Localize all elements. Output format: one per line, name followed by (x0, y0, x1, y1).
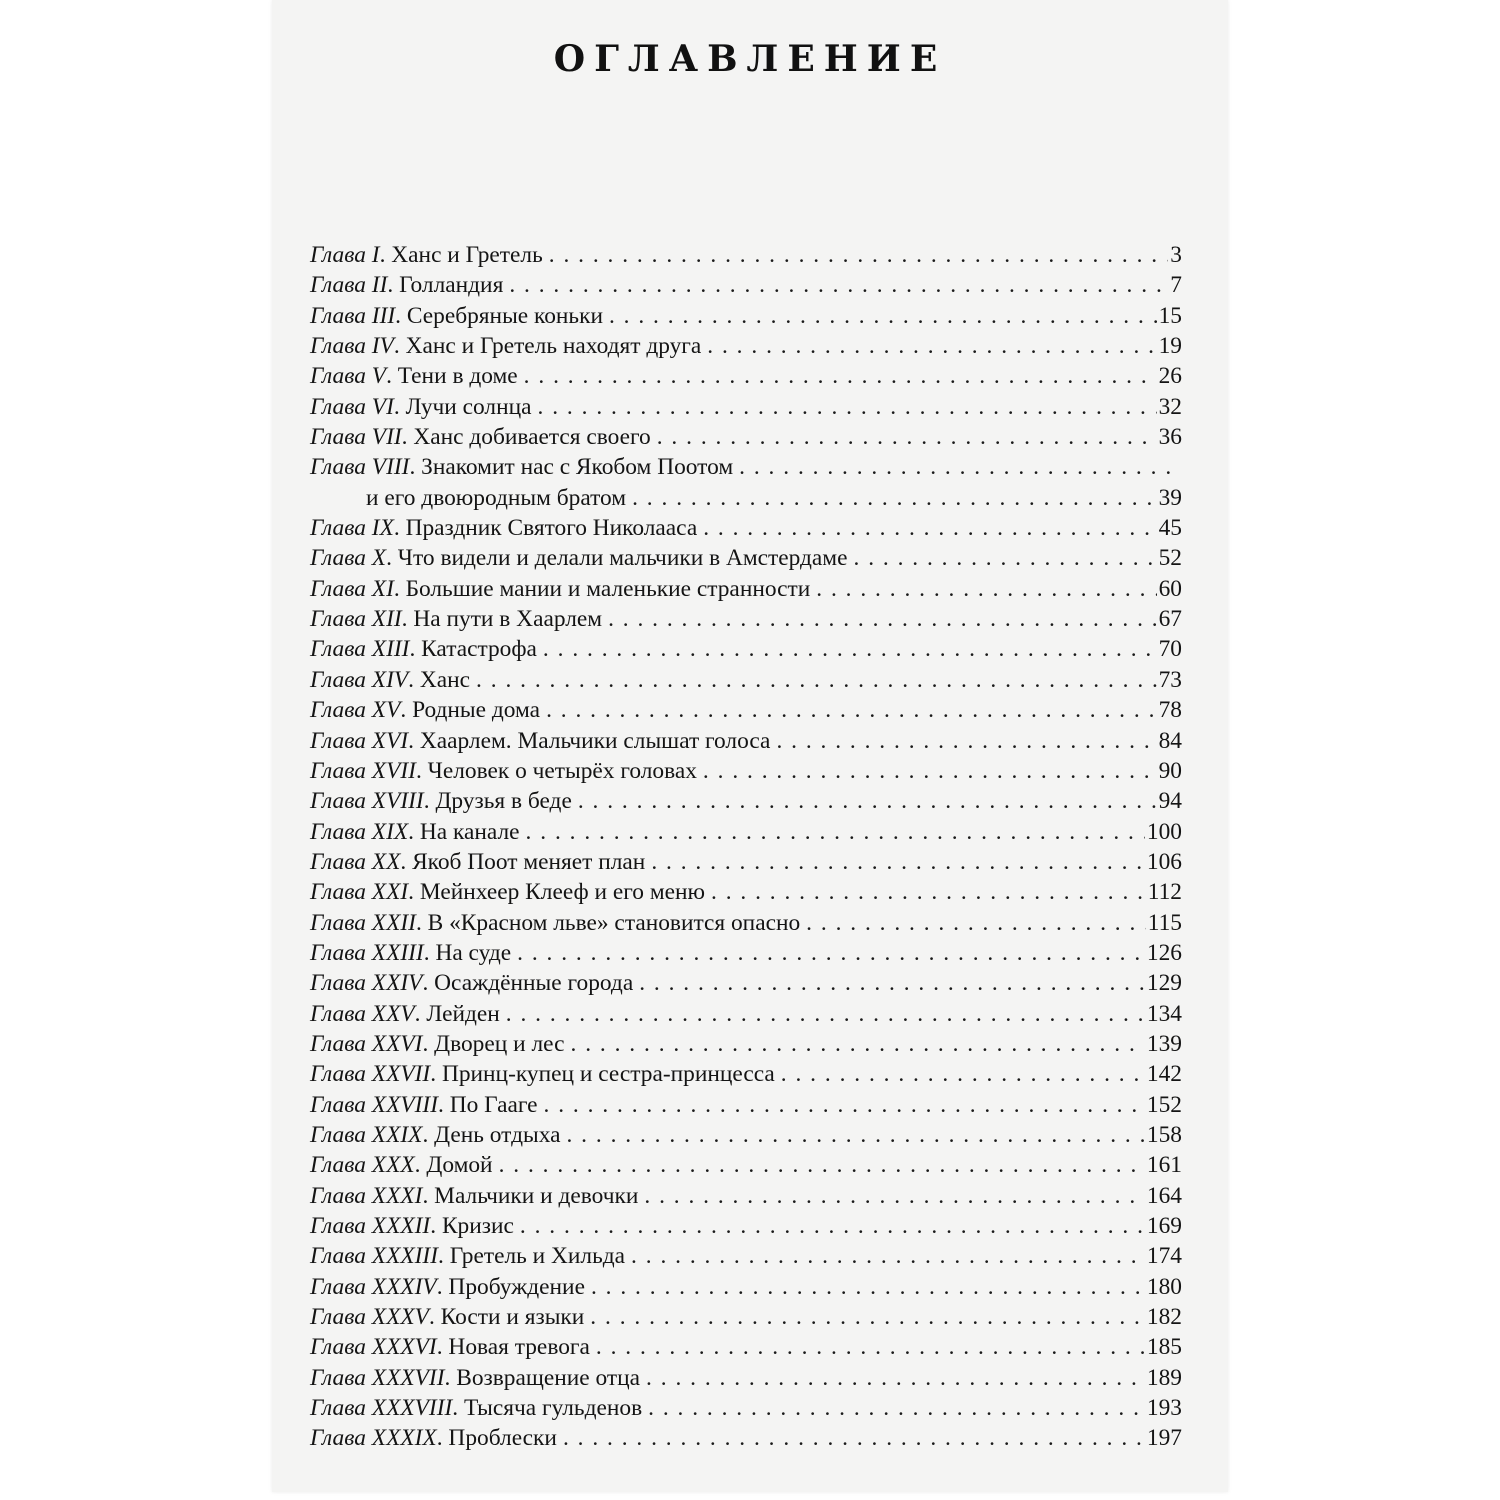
chapter-label: Глава XIV (310, 666, 409, 693)
chapter-separator: . (387, 272, 400, 299)
dot-leader (590, 1302, 1145, 1332)
dot-leader (608, 604, 1157, 634)
page-number: 161 (1146, 1152, 1182, 1179)
toc-entry (310, 999, 1182, 1029)
dot-leader (631, 1241, 1145, 1271)
chapter-title: Мальчики и девочки (434, 1182, 639, 1209)
dot-leader (571, 1029, 1145, 1059)
chapter-title: Ханс (419, 666, 471, 693)
page-number: 185 (1146, 1334, 1182, 1361)
dot-leader (739, 452, 1174, 482)
toc-entry (310, 1120, 1182, 1150)
chapter-label: Глава XXXIV (310, 1273, 437, 1300)
toc-entry (310, 786, 1182, 816)
chapter-separator: . (393, 515, 406, 542)
page-number: 70 (1158, 636, 1182, 663)
dot-leader (781, 1059, 1145, 1089)
chapter-title: Дворец и лес (434, 1030, 565, 1057)
chapter-label: Глава XXXIII (310, 1243, 439, 1270)
page-number: 78 (1158, 697, 1182, 724)
chapter-label: Глава XII (310, 606, 402, 633)
chapter-title: Друзья в беде (435, 788, 572, 815)
page-number: 189 (1146, 1364, 1182, 1391)
toc-entry (310, 756, 1182, 786)
chapter-separator: . (408, 818, 420, 845)
chapter-title: Проблески (448, 1425, 557, 1452)
chapter-label: Глава XXIX (310, 1121, 423, 1148)
chapter-title: Возвращение отца (456, 1364, 641, 1391)
dot-leader (596, 1332, 1145, 1362)
dot-leader (639, 968, 1145, 998)
toc-entry (310, 665, 1182, 695)
chapter-separator: . (430, 1213, 442, 1239)
chapter-separator: . (401, 606, 414, 633)
dot-leader (538, 392, 1157, 422)
dot-leader (632, 483, 1157, 513)
table-of-contents (310, 240, 1182, 1454)
chapter-title: Гретель и Хильда (449, 1243, 626, 1270)
toc-entry (310, 908, 1182, 938)
chapter-title: Кости и языки (440, 1304, 585, 1331)
toc-entry (310, 1363, 1182, 1393)
chapter-title: Кризис (441, 1213, 514, 1239)
chapter-label: Глава XXIV (310, 970, 423, 997)
chapter-title: Принц-купец и сестра-принцесса (441, 1061, 775, 1088)
chapter-separator: . (395, 302, 407, 329)
page-number: 32 (1158, 393, 1182, 420)
chapter-separator: . (393, 333, 406, 360)
dot-leader (854, 543, 1157, 573)
dot-leader (546, 695, 1157, 725)
chapter-separator: . (422, 1121, 435, 1148)
chapter-title: Осаждённые города (434, 970, 634, 997)
chapter-title: В «Красном льве» становится опасно (427, 909, 801, 936)
chapter-separator: . (400, 697, 413, 724)
page-number: 169 (1146, 1213, 1182, 1239)
dot-leader (657, 422, 1157, 452)
chapter-separator: . (408, 879, 420, 906)
chapter-label: Глава XXVII (310, 1061, 431, 1088)
chapter-separator: . (409, 454, 422, 481)
chapter-title: Тысяча гульденов (464, 1395, 643, 1422)
chapter-title: Родные дома (412, 697, 541, 724)
chapter-title: Домой (426, 1152, 493, 1179)
dot-leader (509, 270, 1168, 300)
chapter-title: Якоб Поот меняет план (412, 848, 646, 875)
page-number: 139 (1146, 1030, 1182, 1057)
page-number: 174 (1146, 1243, 1182, 1270)
chapter-label: Глава XXX (310, 1152, 415, 1179)
chapter-separator: . (400, 848, 413, 875)
toc-entry (310, 543, 1182, 573)
page-number: 180 (1146, 1273, 1182, 1300)
chapter-title: Хаарлем. Мальчики слышат голоса (419, 727, 771, 754)
page-number: 67 (1158, 606, 1182, 633)
page-number: 52 (1158, 545, 1182, 572)
dot-leader (524, 361, 1157, 391)
dot-leader (609, 301, 1157, 331)
page-number: 90 (1158, 757, 1182, 784)
chapter-separator: . (408, 727, 420, 754)
chapter-label: Глава XIII (310, 636, 410, 663)
chapter-title: Голландия (399, 272, 504, 299)
chapter-separator: . (414, 1000, 427, 1027)
dot-leader (703, 756, 1157, 786)
chapter-separator: . (415, 757, 428, 784)
page-number: 26 (1158, 363, 1182, 390)
chapter-label: Глава XVI (310, 727, 409, 754)
page-number: 126 (1146, 939, 1182, 966)
toc-entry (310, 1090, 1182, 1120)
page-number: 36 (1158, 424, 1182, 451)
chapter-label: Глава XXVIII (310, 1091, 439, 1118)
dot-leader (517, 938, 1145, 968)
chapter-label: Глава III (310, 302, 396, 329)
dot-leader (476, 665, 1157, 695)
chapter-separator: . (393, 393, 406, 420)
chapter-separator: . (436, 1334, 449, 1361)
chapter-separator: . (386, 545, 398, 572)
toc-entry (310, 1181, 1182, 1211)
chapter-separator: . (393, 575, 406, 602)
dot-leader (499, 1150, 1145, 1180)
chapter-separator: . (408, 666, 420, 693)
dot-leader (646, 1363, 1145, 1393)
dot-leader (651, 847, 1145, 877)
toc-entry (310, 817, 1182, 847)
chapter-title: День отдыха (434, 1121, 561, 1148)
chapter-label: Глава XXXI (310, 1182, 423, 1209)
page-number: 182 (1146, 1304, 1182, 1331)
toc-entry (310, 392, 1182, 422)
page-number: 142 (1146, 1061, 1182, 1088)
chapter-label: Глава X (310, 545, 387, 572)
chapter-label: Глава VI (310, 393, 394, 420)
dot-leader (703, 513, 1156, 543)
toc-entry (310, 726, 1182, 756)
toc-entry (310, 270, 1182, 300)
chapter-title: На суде (435, 939, 512, 966)
chapter-separator: . (422, 1030, 435, 1057)
chapter-title: Ханс добивается своего (413, 424, 651, 451)
chapter-title: Ханс и Гретель находят друга (405, 333, 702, 360)
toc-entry (310, 938, 1182, 968)
chapter-separator: . (422, 1182, 435, 1209)
toc-entry (310, 422, 1182, 452)
dot-leader (816, 574, 1156, 604)
toc-entry (310, 604, 1182, 634)
chapter-separator: . (422, 970, 435, 997)
chapter-separator: . (409, 636, 422, 663)
chapter-label: Глава XXXVIII (310, 1395, 453, 1422)
book-page (272, 0, 1228, 1492)
chapter-title: Человек о четырёх головах (427, 757, 697, 784)
chapter-separator: . (428, 1304, 441, 1331)
page-number: 129 (1146, 970, 1182, 997)
chapter-title: Праздник Святого Николааса (405, 515, 698, 542)
chapter-label: Глава V (310, 363, 387, 390)
chapter-separator: . (379, 242, 392, 268)
toc-entry (310, 877, 1182, 907)
dot-leader (543, 634, 1157, 664)
chapter-label: Глава VIII (310, 454, 410, 481)
toc-entry (310, 847, 1182, 877)
toc-entry-continuation (310, 483, 1182, 513)
chapter-separator: . (438, 1091, 450, 1118)
toc-entry (310, 634, 1182, 664)
page-number: 106 (1146, 848, 1182, 875)
dot-leader (644, 1181, 1145, 1211)
dot-leader (520, 1211, 1145, 1241)
chapter-label: Глава XVII (310, 757, 416, 784)
page-number: 115 (1147, 909, 1182, 936)
chapter-label: Глава IV (310, 333, 394, 360)
chapter-title: Пробуждение (448, 1273, 585, 1300)
page-number: 19 (1158, 333, 1182, 360)
page-number: 100 (1146, 818, 1182, 845)
toc-entry (310, 1059, 1182, 1089)
toc-entry (310, 240, 1182, 270)
chapter-label: Глава XXXV (310, 1304, 429, 1331)
chapter-label: Глава XXXVI (310, 1334, 437, 1361)
chapter-title: По Гааге (449, 1091, 538, 1118)
chapter-separator: . (401, 424, 414, 451)
dot-leader (648, 1393, 1145, 1423)
dot-leader (578, 786, 1157, 816)
dot-leader (549, 240, 1169, 270)
page-number: 197 (1146, 1425, 1182, 1452)
chapter-separator: . (444, 1364, 457, 1391)
page-number: 45 (1158, 515, 1182, 542)
chapter-label: Глава XIX (310, 818, 409, 845)
page-number: 164 (1146, 1182, 1182, 1209)
toc-entry (310, 1302, 1182, 1332)
chapter-label: Глава XXIII (310, 939, 424, 966)
chapter-label: Глава IX (310, 515, 394, 542)
dot-leader (563, 1423, 1145, 1453)
chapter-label: Глава VII (310, 424, 402, 451)
page-number: 84 (1158, 727, 1182, 754)
page-number: 158 (1146, 1121, 1182, 1148)
toc-entry (310, 1241, 1182, 1271)
chapter-label: Глава I (310, 242, 380, 268)
chapter-separator: . (438, 1243, 450, 1270)
chapter-title: На пути в Хаарлем (413, 606, 603, 633)
chapter-separator: . (414, 1152, 427, 1179)
page-number: 193 (1146, 1395, 1182, 1422)
page-title: ОГЛАВЛЕНИЕ (553, 38, 947, 80)
chapter-separator: . (423, 939, 436, 966)
page-number: 112 (1147, 879, 1182, 906)
chapter-title-continuation: и его двоюродным братом (366, 484, 627, 511)
chapter-label: Глава XXV (310, 1000, 415, 1027)
chapter-title: Что видели и делали мальчики в Амстердаме (397, 545, 848, 572)
dot-leader (591, 1272, 1145, 1302)
dot-leader (776, 726, 1156, 756)
chapter-title: Мейнхеер Клееф и его меню (419, 879, 705, 906)
chapter-title: Серебряные коньки (406, 302, 603, 329)
dot-leader (711, 877, 1146, 907)
chapter-label: Глава XXII (310, 909, 416, 936)
chapter-label: Глава XX (310, 848, 401, 875)
chapter-title: Лейден (426, 1000, 500, 1027)
chapter-title: Катастрофа (421, 636, 537, 663)
page-number: 60 (1158, 575, 1182, 602)
page-number: 3 (1170, 242, 1182, 268)
page-number: 134 (1146, 1000, 1182, 1027)
page-number: 73 (1158, 666, 1182, 693)
chapter-separator: . (430, 1061, 442, 1088)
dot-leader (506, 999, 1145, 1029)
chapter-label: Глава XXXVII (310, 1364, 445, 1391)
chapter-label: Глава II (310, 272, 388, 299)
toc-entry (310, 301, 1182, 331)
toc-entry (310, 1423, 1182, 1453)
chapter-title: Знакомит нас с Якобом Поотом (421, 454, 734, 481)
dot-leader (544, 1090, 1145, 1120)
dot-leader (707, 331, 1156, 361)
toc-entry (310, 574, 1182, 604)
toc-entry (310, 1272, 1182, 1302)
toc-entry (310, 1150, 1182, 1180)
chapter-title: Тени в доме (397, 363, 518, 390)
chapter-separator: . (386, 363, 398, 390)
dot-leader (526, 817, 1145, 847)
toc-entry (310, 1211, 1182, 1241)
chapter-label: Глава XXXIX (310, 1425, 437, 1452)
chapter-separator: . (415, 909, 428, 936)
page-number: 15 (1158, 302, 1182, 329)
chapter-label: Глава XVIII (310, 788, 424, 815)
chapter-label: Глава XV (310, 697, 401, 724)
chapter-separator: . (436, 1425, 449, 1452)
chapter-title: Большие мании и маленькие странности (405, 575, 811, 602)
chapter-label: Глава XXVI (310, 1030, 423, 1057)
toc-entry (310, 513, 1182, 543)
page-number: 39 (1158, 484, 1182, 511)
page-number: 7 (1170, 272, 1182, 299)
chapter-label: Глава XXI (310, 879, 409, 906)
toc-entry (310, 695, 1182, 725)
toc-entry (310, 1029, 1182, 1059)
toc-entry (310, 331, 1182, 361)
chapter-title: Лучи солнца (405, 393, 532, 420)
toc-entry (310, 452, 1182, 482)
dot-leader (806, 908, 1146, 938)
chapter-label: Глава XI (310, 575, 394, 602)
chapter-separator: . (423, 788, 436, 815)
chapter-separator: . (452, 1395, 464, 1422)
dot-leader (566, 1120, 1144, 1150)
toc-entry (310, 361, 1182, 391)
chapter-title: Ханс и Гретель (391, 242, 543, 268)
toc-entry (310, 1332, 1182, 1362)
page-number: 152 (1146, 1091, 1182, 1118)
toc-entry (310, 1393, 1182, 1423)
chapter-label: Глава XXXII (310, 1213, 431, 1239)
chapter-separator: . (436, 1273, 449, 1300)
page-number: 94 (1158, 788, 1182, 815)
chapter-title: На канале (419, 818, 520, 845)
toc-entry (310, 968, 1182, 998)
chapter-title: Новая тревога (448, 1334, 590, 1361)
